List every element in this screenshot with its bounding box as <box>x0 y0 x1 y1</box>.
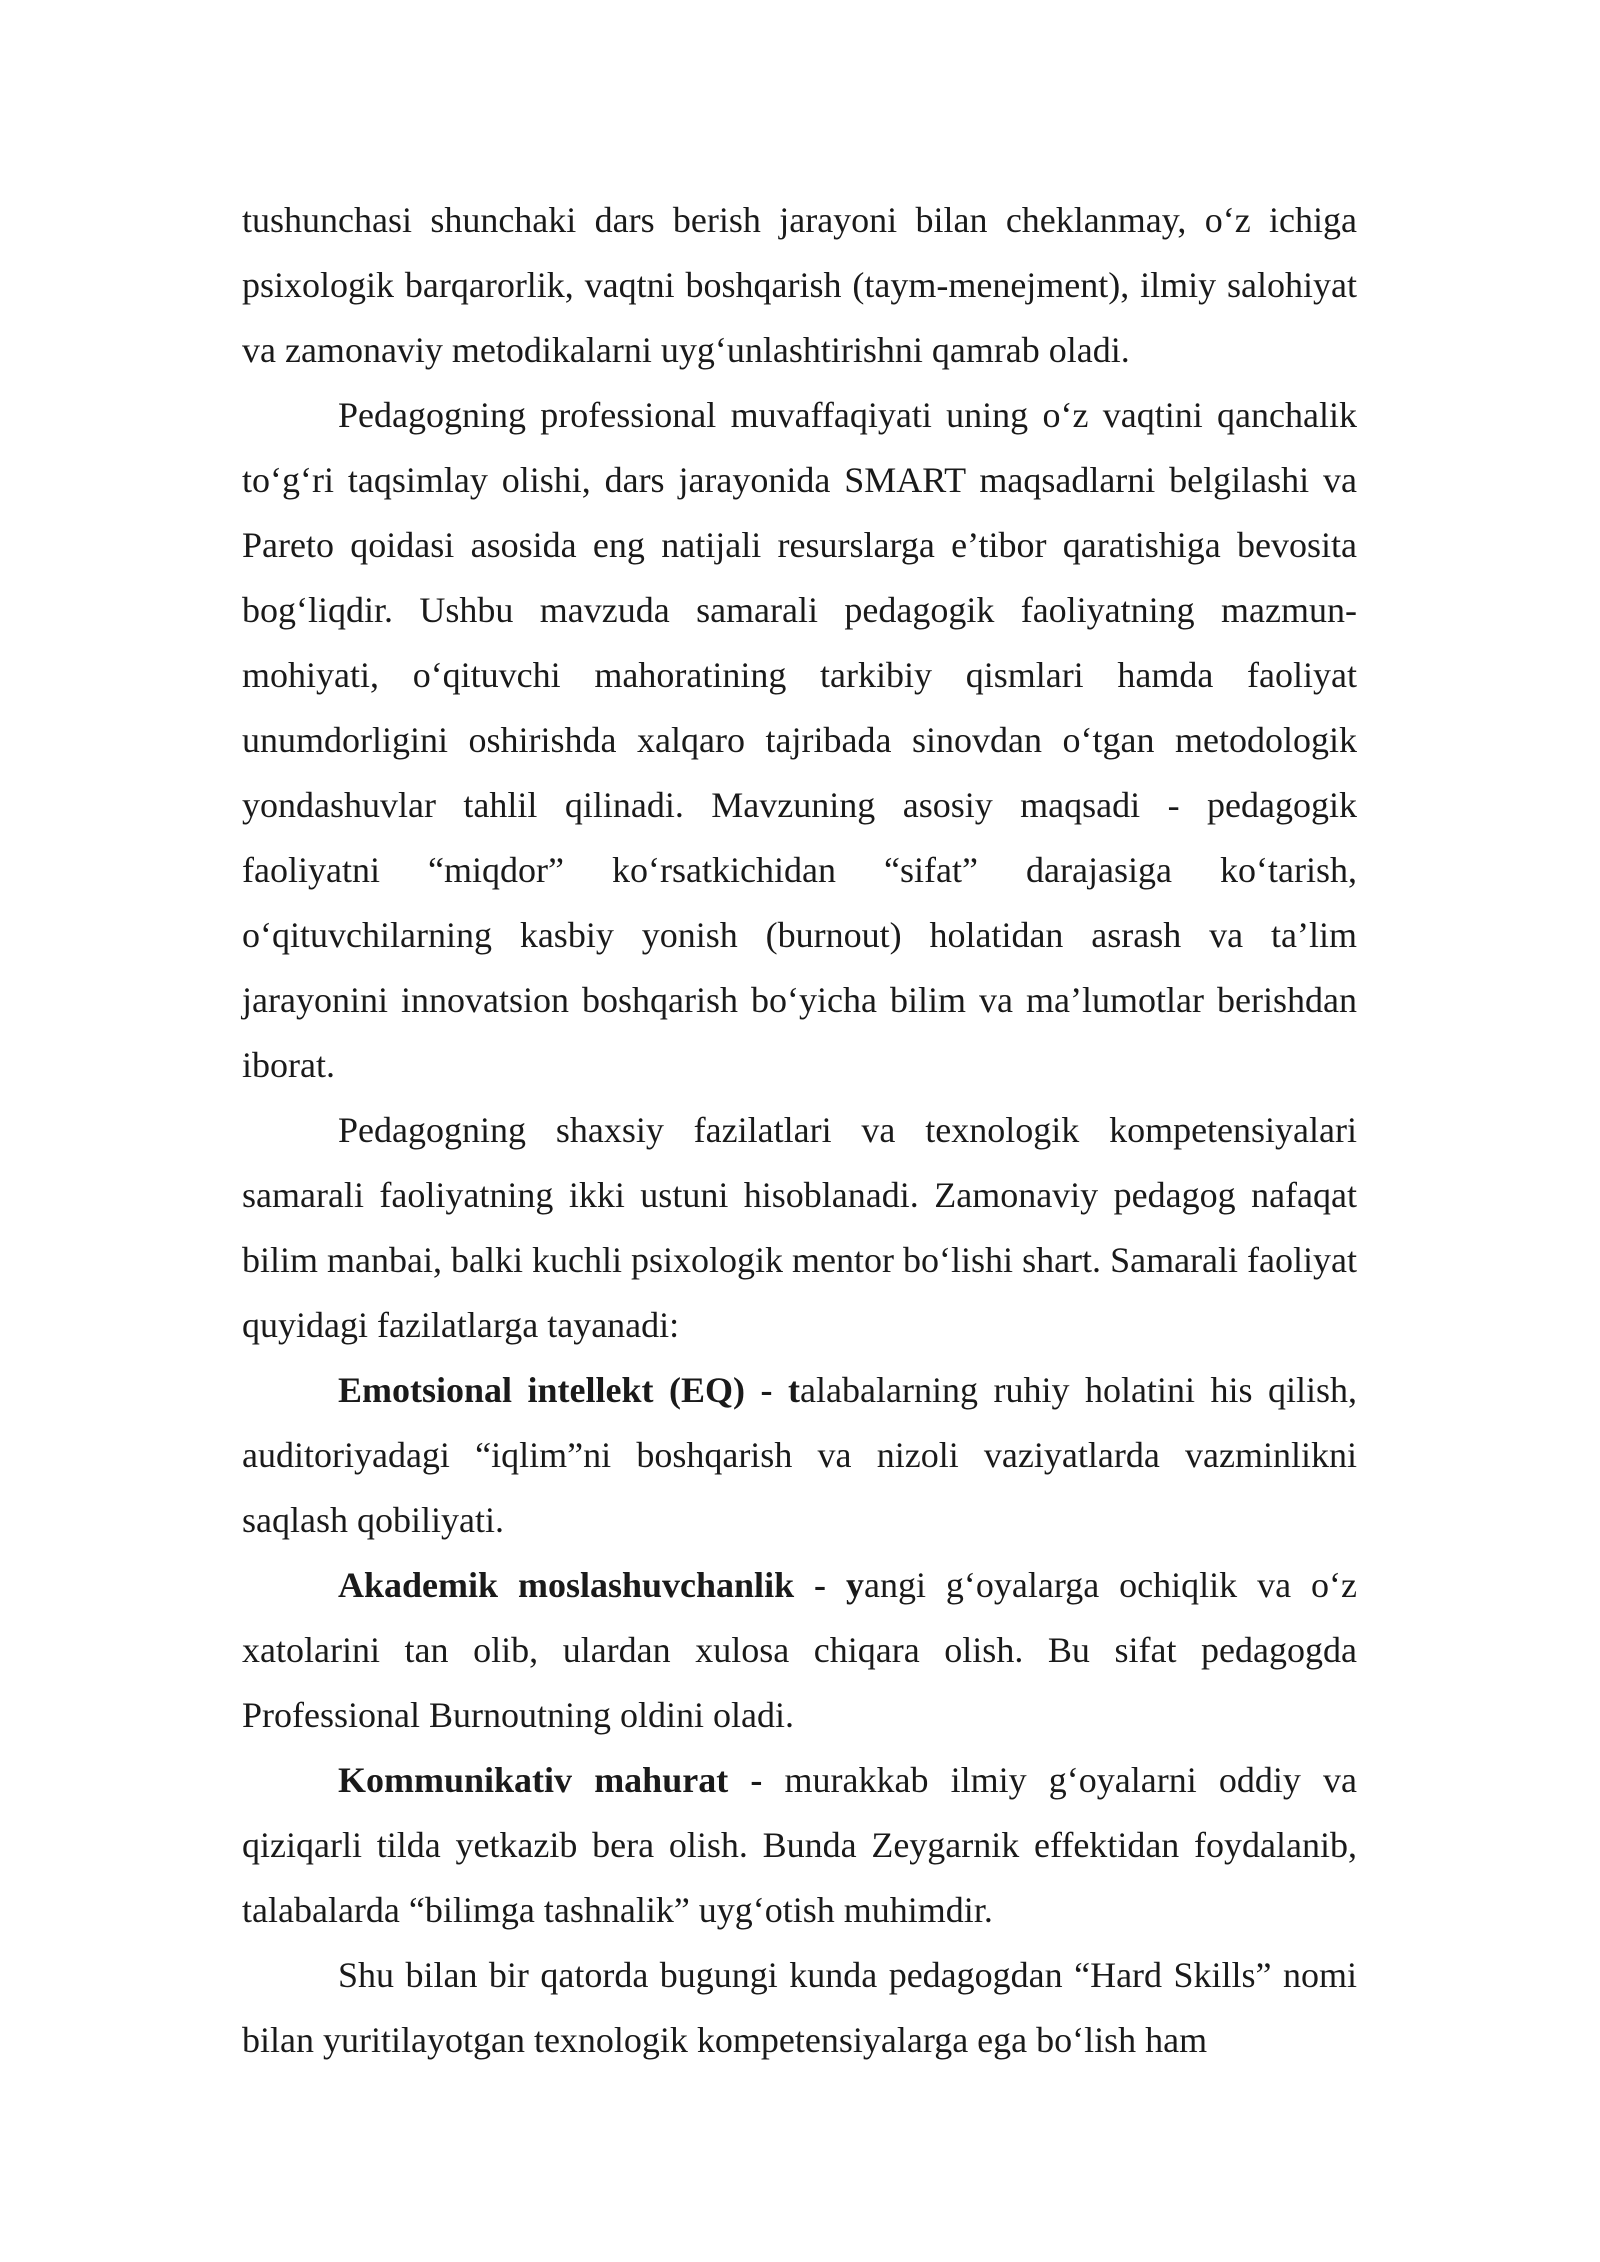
document-page <box>242 188 1357 2073</box>
paragraph-communicative-skill <box>242 1748 1357 1943</box>
definition-academic-flexibility: angi g‘oyalarga ochiqlik va o‘z xatolarini tan olib, ulardan xulosa chiqara olish. Bu sifat pedagogda Professional Burnoutning oldini oladi. <box>242 1565 1357 1735</box>
paragraph-professional-success: Pedagogning professional muvaffaqiyati uning o‘z vaqtini qanchalik to‘g‘ri taqsimlay olishi, dars jarayonida SMART maqsadlarni belgilashi va Pareto qoidasi asosida eng natijali resurslarga e’tibor qaratishiga bevosita bog‘liqdir. Ushbu mavzuda samarali pedagogik faoliyatning mazmun-mohiyati, o‘qituvchi mahoratining tarkibiy qismlari hamda faoliyat unumdorligini oshirishda xalqaro tajribada sinovdan o‘tgan metodologik yondashuvlar tahlil qilinadi. Mavzuning asosiy maqsadi - pedagogik faoliyatni “miqdor” ko‘rsatkichidan “sifat” darajasiga ko‘tarish, o‘qituvchilarning kasbiy yonish (burnout) holatidan asrash va ta’lim jarayonini innovatsion boshqarish bo‘yicha bilim va ma’lumotlar berishdan iborat. <box>242 395 1357 1085</box>
paragraph-continuation: tushunchasi shunchaki dars berish jarayoni bilan cheklanmay, o‘z ichiga psixologik barqarorlik, vaqtni boshqarish (taym-menejment), ilmiy salohiyat va zamonaviy metodikalarni uyg‘unlashtirishni qamrab oladi. <box>242 200 1357 370</box>
paragraph-personal-qualities: Pedagogning shaxsiy fazilatlari va texnologik kompetensiyalari samarali faoliyatning ikki ustuni hisoblanadi. Zamonaviy pedagog nafaqat bilim manbai, balki kuchli psixologik mentor bo‘lishi shart. Samarali faoliyat quyidagi fazilatlarga tayanadi: <box>242 1110 1357 1345</box>
term-emotional-intelligence: Emotsional intellekt (EQ) - t <box>338 1370 801 1410</box>
paragraph-emotional-intelligence <box>242 1358 1357 1553</box>
paragraph-academic-flexibility <box>242 1553 1357 1748</box>
definition-emotional-intelligence: alabalarning ruhiy holatini his qilish, auditoriyadagi “iqlim”ni boshqarish va nizoli vaziyatlarda vazminlikni saqlash qobiliyati. <box>242 1370 1357 1540</box>
definition-communicative-skill: murakkab ilmiy g‘oyalarni oddiy va qiziqarli tilda yetkazib bera olish. Bunda Zeygarnik effektidan foydalanib, talabalarda “bilimga tashnalik” uyg‘otish muhimdir. <box>242 1760 1357 1930</box>
paragraph-hard-skills: Shu bilan bir qatorda bugungi kunda pedagogdan “Hard Skills” nomi bilan yuritilayotgan texnologik kompetensiyalarga ega bo‘lish ham <box>242 1955 1357 2060</box>
term-academic-flexibility: Akademik moslashuvchanlik - y <box>338 1565 864 1605</box>
term-communicative-skill: Kommunikativ mahurat - <box>338 1760 763 1800</box>
